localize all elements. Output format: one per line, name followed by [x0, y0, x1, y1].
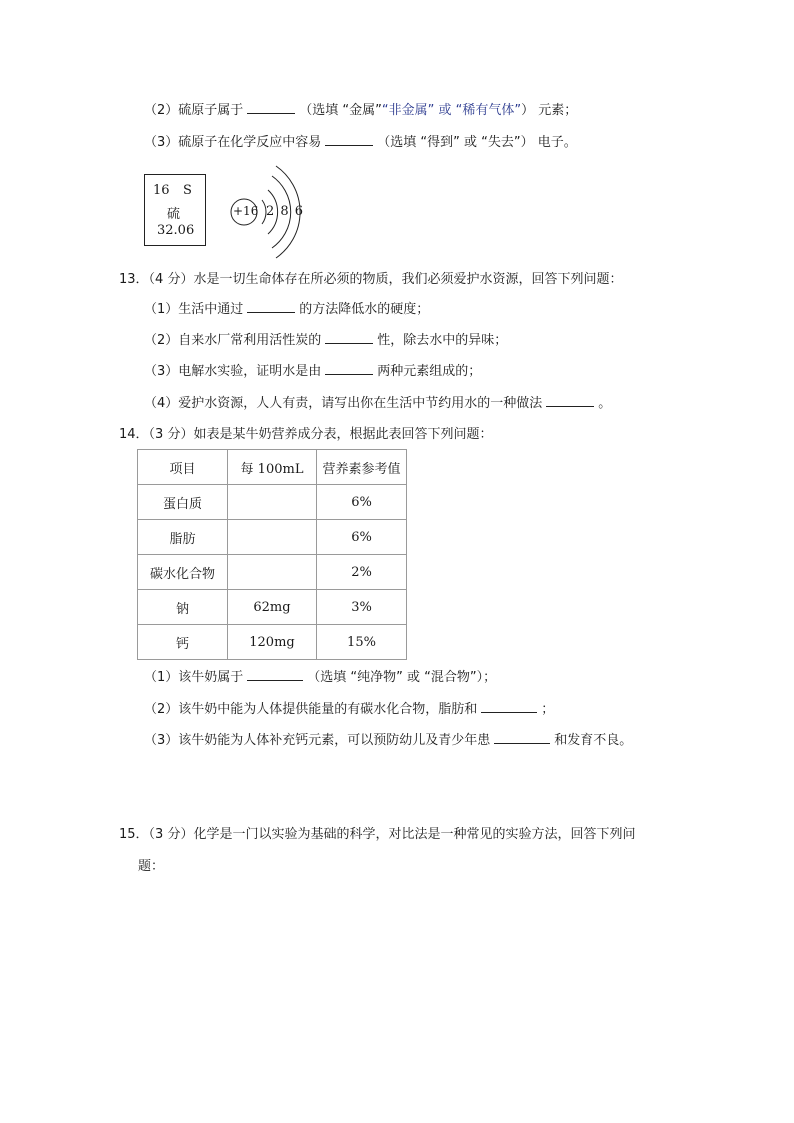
q14-part2-end: ； [541, 702, 555, 717]
element-name: 硫 [167, 207, 181, 222]
q13-part2-end: 性，除去水中的异味； [377, 333, 508, 348]
table-header: 营养素参考值 [317, 450, 407, 485]
table-cell: 120mg [228, 625, 317, 660]
table-header-row [138, 450, 407, 485]
answer-blank[interactable] [494, 731, 550, 744]
answer-blank[interactable] [325, 331, 373, 344]
answer-blank[interactable] [247, 668, 303, 681]
atomic-number: 16 [153, 183, 170, 198]
q14-part1-end: （选填 “纯净物” 或 “混合物”）； [307, 670, 497, 685]
q12-part2-options-blue: “非金属” 或 “稀有气体” [381, 103, 522, 118]
answer-blank[interactable] [325, 362, 373, 375]
q13-part3 [144, 362, 481, 382]
answer-blank[interactable] [546, 394, 594, 407]
q13-part4-end: 。 [598, 396, 612, 411]
table-cell: 6% [317, 520, 407, 555]
q14-part1-text: （1）该牛奶属于 [144, 670, 244, 685]
q14-part3-end: 和发育不良。 [554, 733, 633, 748]
table-cell: 蛋白质 [138, 485, 228, 520]
q13-part4 [144, 394, 611, 414]
q12-part3-text: （3）硫原子在化学反应中容易 [144, 135, 322, 150]
q13-part3-text: （3）电解水实验，证明水是由 [144, 364, 322, 379]
table-row [138, 485, 407, 520]
table-row [138, 555, 407, 590]
table-cell: 碳水化合物 [138, 555, 228, 590]
table-row [138, 625, 407, 660]
q13-part2 [144, 331, 507, 351]
q13-part2-text: （2）自来水厂常利用活性炭的 [144, 333, 322, 348]
q12-part3 [144, 133, 577, 153]
answer-blank[interactable] [247, 101, 295, 114]
q12-part2 [144, 101, 577, 121]
nucleus-charge: +16 [233, 204, 259, 218]
q13-part1-end: 的方法降低水的硬度； [299, 302, 430, 317]
q13-part3-end: 两种元素组成的； [377, 364, 482, 379]
q12-part2-text: （2）硫原子属于 [144, 103, 244, 118]
table-row [138, 520, 407, 555]
table-header: 每 100mL [228, 450, 317, 485]
q12-part3-end: （选填 “得到” 或 “失去”） 电子。 [377, 135, 577, 150]
table-cell: 脂肪 [138, 520, 228, 555]
q14-part3-text: （3）该牛奶能为人体补充钙元素，可以预防幼儿及青少年患 [144, 733, 491, 748]
table-cell [228, 555, 317, 590]
table-cell: 6% [317, 485, 407, 520]
q13-part1-text: （1）生活中通过 [144, 302, 244, 317]
table-cell [228, 485, 317, 520]
q14-part2-text: （2）该牛奶中能为人体提供能量的有碳水化合物，脂肪和 [144, 702, 478, 717]
q13-part1 [144, 300, 429, 320]
element-symbol: S [183, 183, 192, 198]
nutrition-table [137, 449, 407, 660]
table-cell: 钙 [138, 625, 228, 660]
table-cell: 3% [317, 590, 407, 625]
table-cell: 62mg [228, 590, 317, 625]
shell-electrons: 2 8 6 [266, 204, 305, 219]
q14-title: 14．（3 分）如表是某牛奶营养成分表，根据此表回答下列问题： [119, 427, 493, 442]
table-cell: 15% [317, 625, 407, 660]
table-cell: 2% [317, 555, 407, 590]
answer-blank[interactable] [481, 700, 537, 713]
answer-blank[interactable] [325, 133, 373, 146]
atomic-mass: 32.06 [157, 223, 195, 238]
q14-part2 [144, 700, 554, 720]
q14-part3 [144, 731, 632, 751]
q12-part2-end: ） 元素； [521, 103, 578, 118]
q15-title: 15．（3 分）化学是一门以实验为基础的科学，对比法是一种常见的实验方法，回答下列问 [119, 827, 636, 842]
answer-blank[interactable] [247, 300, 295, 313]
atom-structure-diagram [228, 164, 308, 260]
q12-part2-options: （选填 “金属” [299, 103, 382, 118]
table-header: 项目 [138, 450, 228, 485]
table-cell [228, 520, 317, 555]
q14-part1 [144, 668, 496, 688]
q15-title-cont: 题： [138, 859, 165, 874]
table-row [138, 590, 407, 625]
q13-part4-text: （4）爱护水资源，人人有责，请写出你在生活中节约用水的一种做法 [144, 396, 543, 411]
table-cell: 钠 [138, 590, 228, 625]
q13-title: 13．（4 分）水是一切生命体存在所必须的物质，我们必须爱护水资源，回答下列问题： [119, 272, 623, 287]
periodic-element-card [144, 174, 206, 246]
